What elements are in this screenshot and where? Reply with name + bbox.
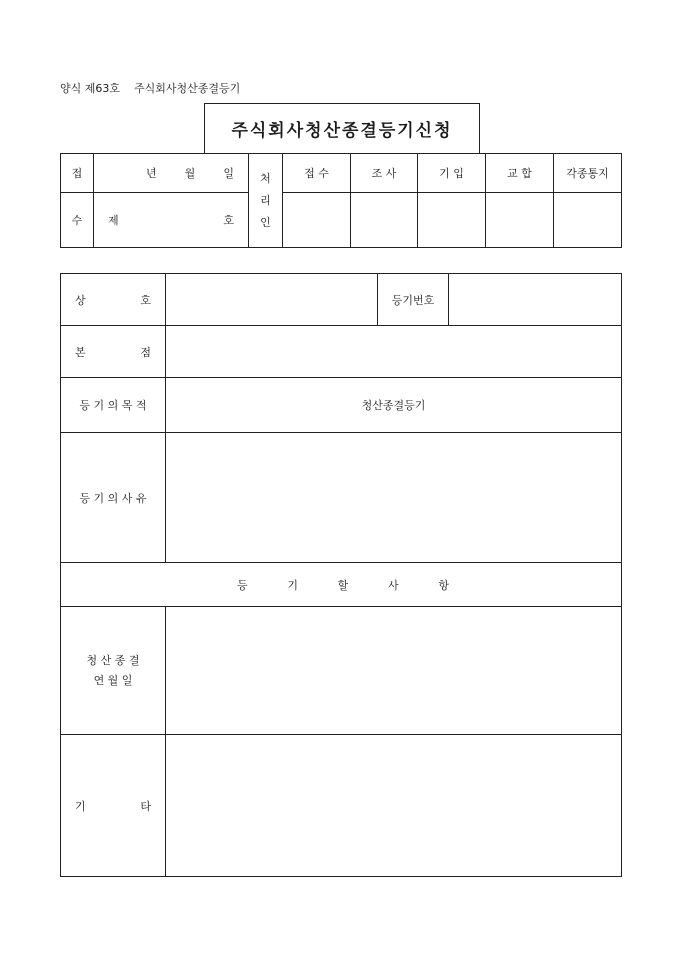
form-title: 주식회사청산종결등기신청: [204, 103, 480, 153]
processor-char: 인: [260, 215, 271, 229]
form-number-label: [60, 80, 240, 96]
stamp-verify[interactable]: [486, 193, 554, 248]
registry-number-label: 등기번호: [378, 274, 449, 326]
receipt-number-cell[interactable]: [94, 193, 249, 248]
col-receipt: 접 수: [283, 154, 351, 193]
matters-header: [61, 563, 622, 607]
matters-header-char: 등: [237, 578, 248, 592]
year-label: 년: [146, 167, 157, 180]
number-prefix: 제: [108, 214, 119, 227]
head-office-char: 점: [140, 345, 151, 359]
other-field[interactable]: [166, 735, 622, 877]
application-table: [60, 273, 622, 877]
col-verify: 교 합: [486, 154, 554, 193]
matters-header-char: 사: [387, 578, 399, 592]
matters-header-char: 기: [287, 578, 298, 592]
liquidation-date-label: [61, 607, 166, 735]
processor-char: 리: [260, 193, 271, 207]
other-char: 타: [140, 799, 151, 813]
month-label: 월: [184, 167, 196, 180]
day-label: 일: [223, 167, 234, 180]
other-label: [61, 735, 166, 877]
processor-char: 처: [260, 171, 271, 185]
number-suffix: 호: [223, 214, 234, 227]
cause-field[interactable]: [166, 433, 622, 563]
receipt-label-top: 접: [61, 154, 94, 193]
matters-header-char: 할: [337, 578, 349, 592]
purpose-value: 청산종결등기: [166, 378, 622, 433]
trade-name-label: [61, 274, 166, 326]
trade-name-char: 상: [75, 293, 86, 307]
stamp-receipt[interactable]: [283, 193, 351, 248]
col-entry: 기 입: [418, 154, 486, 193]
receipt-date-cell[interactable]: [94, 154, 249, 193]
liquidation-label-line2: 연 월 일: [93, 673, 133, 687]
head-office-label: [61, 326, 166, 378]
liquidation-label-line1: 청 산 종 결: [86, 653, 140, 667]
purpose-label: 등 기 의 목 적: [61, 378, 166, 433]
trade-name-field[interactable]: [166, 274, 378, 326]
matters-header-char: 항: [438, 578, 449, 592]
stamp-notices[interactable]: [554, 193, 622, 248]
other-char: 기: [75, 799, 86, 813]
stamp-review[interactable]: [351, 193, 418, 248]
registry-number-field[interactable]: [449, 274, 622, 326]
processor-label: [249, 154, 283, 248]
head-office-field[interactable]: [166, 326, 622, 378]
receipt-label-bottom: 수: [61, 193, 94, 248]
stamp-entry[interactable]: [418, 193, 486, 248]
liquidation-date-field[interactable]: [166, 607, 622, 735]
cause-label: 등 기 의 사 유: [61, 433, 166, 563]
form-name: 주식회사청산종결등기: [134, 82, 241, 95]
form-number: 양식 제63호: [60, 82, 120, 95]
col-notices: 각종통지: [554, 154, 622, 193]
col-review: 조 사: [351, 154, 418, 193]
head-office-char: 본: [75, 345, 86, 359]
receipt-table: [60, 153, 622, 248]
trade-name-char: 호: [140, 293, 151, 307]
